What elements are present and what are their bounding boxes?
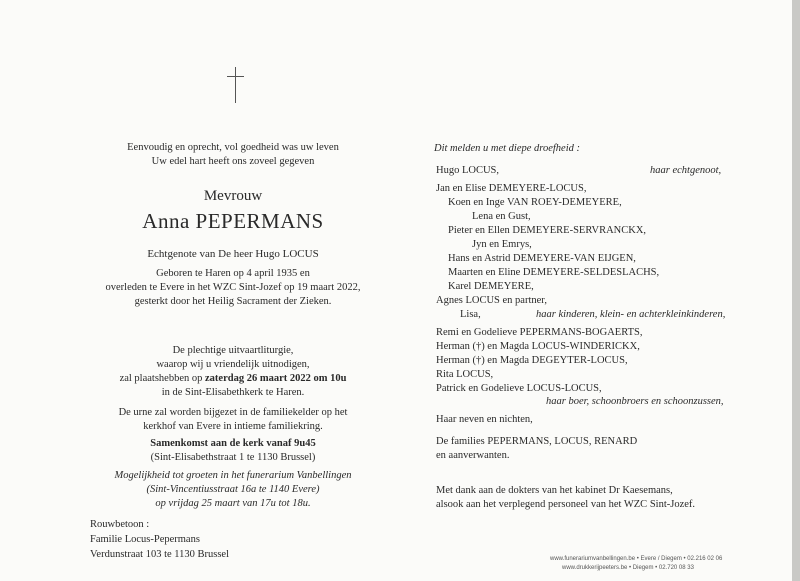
- family-line: Pieter en Ellen DEMEYERE-SERVRANCKX,: [448, 225, 647, 236]
- family-line: Lisa,: [460, 309, 481, 320]
- deceased-name: [142, 208, 323, 234]
- families-line-2: en aanverwanten.: [436, 450, 510, 461]
- urn-line-2: kerkhof van Evere in intieme familiekring.: [143, 421, 323, 432]
- announcement-intro: Dit melden u met diepe droefheid :: [434, 143, 580, 154]
- cross-icon-bar: [227, 76, 244, 77]
- funeral-line-1: De plechtige uitvaartliturgie,: [172, 345, 294, 356]
- family-line: Hans en Astrid DEMEYERE-VAN EIJGEN,: [448, 253, 636, 264]
- spouse-line: Echtgenote van De heer Hugo LOCUS: [147, 248, 319, 260]
- family-line: Jan en Elise DEMEYERE-LOCUS,: [436, 183, 587, 194]
- urn-line-1: De urne zal worden bijgezet in de familiekelder op het: [118, 407, 348, 418]
- husband-role: haar echtgenoot,: [650, 165, 722, 176]
- funerarium-line-1: Mogelijkheid tot groeten in het funerarium Vanbellingen: [114, 470, 352, 481]
- bio-line-1: Geboren te Haren op 4 april 1935 en: [156, 268, 310, 279]
- funeral-line-3: [120, 372, 347, 385]
- family-line: Lena en Gust,: [472, 211, 531, 222]
- funeral-line-4: in de Sint-Elisabethkerk te Haren.: [161, 387, 305, 398]
- thanks-line-1: Met dank aan de dokters van het kabinet Dr Kaesemans,: [436, 485, 673, 496]
- poem-line-1: Eenvoudig en oprecht, vol goedheid was uw leven: [127, 142, 339, 153]
- condolence-address: Verdunstraat 103 te 1130 Brussel: [90, 549, 230, 560]
- family-line: Karel DEMEYERE,: [448, 281, 534, 292]
- bio-line-3: gesterkt door het Heilig Sacrament der Zieken.: [134, 296, 332, 307]
- sibling-line: Rita LOCUS,: [436, 369, 494, 380]
- last-name: PEPERMANS: [195, 209, 324, 233]
- thanks-line-2: alsook aan het verplegend personeel van het WZC Sint-Jozef.: [436, 499, 696, 510]
- families-line-1: De families PEPERMANS, LOCUS, RENARD: [436, 436, 638, 447]
- gathering-address: (Sint-Elisabethstraat 1 te 1130 Brussel): [150, 452, 316, 463]
- funerarium-line-3: op vrijdag 25 maart van 17u tot 18u.: [155, 498, 311, 509]
- sibling-line: Herman (†) en Magda LOCUS-WINDERICKX,: [436, 341, 640, 352]
- poem-line-2: Uw edel hart heeft ons zoveel gegeven: [151, 156, 315, 167]
- sibling-line: Herman (†) en Magda DEGEYTER-LOCUS,: [436, 355, 628, 366]
- family-line: Koen en Inge VAN ROEY-DEMEYERE,: [448, 197, 622, 208]
- funeral-line-3-pre: zal plaatshebben op: [119, 373, 205, 384]
- condolence-label: Rouwbetoon :: [90, 519, 150, 530]
- family-line: Agnes LOCUS en partner,: [436, 295, 547, 306]
- funerarium-line-2: (Sint-Vincentiusstraat 16a te 1140 Evere): [146, 484, 320, 495]
- sibling-line: Patrick en Godelieve LOCUS-LOCUS,: [436, 383, 602, 394]
- condolence-family: Familie Locus-Pepermans: [90, 534, 200, 545]
- page-edge: [792, 0, 800, 581]
- funeral-line-2: waarop wij u vriendelijk uitnodigen,: [156, 359, 310, 370]
- children-role: haar kinderen, klein- en achterkleinkinderen,: [536, 309, 726, 320]
- cross-icon: [235, 67, 236, 103]
- first-name: Anna: [142, 209, 196, 233]
- gathering-time: Samenkomst aan de kerk vanaf 9u45: [150, 438, 316, 449]
- family-line: Jyn en Emrys,: [472, 239, 532, 250]
- footer-printer: www.drukkerijpeeters.be • Diegem • 02.720 08 33: [562, 565, 694, 571]
- nephews-line: Haar neven en nichten,: [436, 414, 533, 425]
- honorific: Mevrouw: [203, 188, 263, 204]
- family-line: Maarten en Eline DEMEYERE-SELDESLACHS,: [448, 267, 660, 278]
- sibling-line: Remi en Godelieve PEPERMANS-BOGAERTS,: [436, 327, 643, 338]
- funeral-datetime: zaterdag 26 maart 2022 om 10u: [205, 373, 347, 384]
- footer-funerarium: www.funerariumvanbellingen.be • Evere / Diegem • 02.216 02 06: [550, 556, 723, 562]
- husband-name: Hugo LOCUS,: [436, 165, 500, 176]
- bio-line-2: overleden te Evere in het WZC Sint-Jozef op 19 maart 2022,: [105, 282, 361, 293]
- siblings-role: haar boer, schoonbroers en schoonzussen,: [546, 396, 724, 407]
